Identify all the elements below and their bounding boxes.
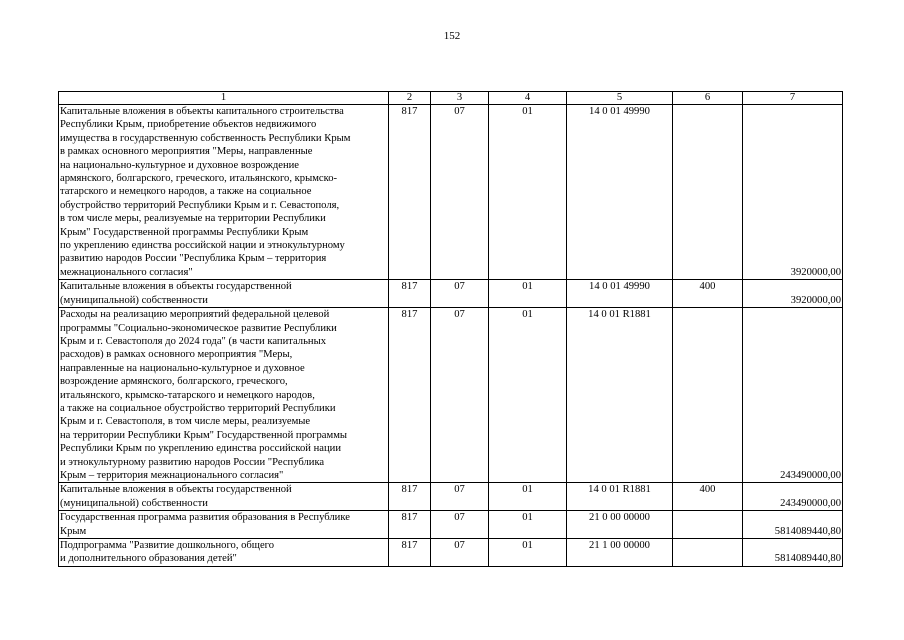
row-section-code: 07: [431, 105, 489, 280]
row-amount: 3920000,00: [743, 280, 843, 308]
row-name-cell: [59, 308, 389, 483]
row-section-code: 07: [431, 483, 489, 511]
row-section-code: 07: [431, 539, 489, 567]
row-expense-type: [673, 539, 743, 567]
row-admin-code: 817: [389, 511, 431, 539]
row-amount: 3920000,00: [743, 105, 843, 280]
row-admin-code: 817: [389, 105, 431, 280]
header-cell: 4: [489, 92, 567, 105]
row-subsection-code: 01: [489, 483, 567, 511]
table-row: [59, 105, 843, 280]
row-amount: 5814089440,80: [743, 539, 843, 567]
row-name: Расходы на реализацию мероприятий федеральной целевой программы "Социально-экономическое развитие Республики Крым и г. Севастополя до 2024 года" (в части капитальных расходов) в рамках основного мероприятия "Меры, направленные на национально-культурное и духовное возрождение армянского, болгарского, греческого, итальянского, крымско-татарского и немецкого народов, а также на социальное обустройство территорий Республики Крым и г. Севастополя, в том числе меры, реализуемые на территории Республики Крым" Государственной программы Республики Крым по укреплению единства российской нации и этнокультурному развитию народов России "Республика Крым – территория межнационального согласия": [60, 309, 348, 481]
header-cell: 3: [431, 92, 489, 105]
row-section-code: 07: [431, 280, 489, 308]
row-admin-code: 817: [389, 539, 431, 567]
page-number: 152: [443, 30, 461, 42]
row-name: Капитальные вложения в объекты государственной (муниципальной) собственности: [60, 484, 292, 509]
row-name-cell: [59, 539, 389, 567]
row-subsection-code: 01: [489, 308, 567, 483]
row-target-code: 14 0 01 49990: [567, 105, 673, 280]
row-expense-type: 400: [673, 483, 743, 511]
header-cell: 2: [389, 92, 431, 105]
row-target-code: 14 0 01 R1881: [567, 483, 673, 511]
header-cell: 5: [567, 92, 673, 105]
table-row: [59, 511, 843, 539]
row-amount: 5814089440,80: [743, 511, 843, 539]
table-row: [59, 308, 843, 483]
row-subsection-code: 01: [489, 105, 567, 280]
table-row: [59, 483, 843, 511]
row-name: Подпрограмма "Развитие дошкольного, общего и дополнительного образования детей": [60, 540, 275, 565]
row-admin-code: 817: [389, 308, 431, 483]
row-subsection-code: 01: [489, 539, 567, 567]
budget-table: [58, 91, 843, 567]
row-target-code: 21 1 00 00000: [567, 539, 673, 567]
header-cell: 7: [743, 92, 843, 105]
row-expense-type: [673, 105, 743, 280]
row-name: Капитальные вложения в объекты государственной (муниципальной) собственности: [60, 281, 292, 306]
row-name: Капитальные вложения в объекты капитального строительства Республики Крым, приобретение объектов недвижимого имущества в государственную собственность Республики Крым в рамках основного мероприятия "Меры, направленные на национально-культурное и духовное возрождение армянского, болгарского, греческого, итальянского, крымско- татарского и немецкого народов, а также на социальное обустройство территорий Республики Крым и г. Севастополя, в том числе меры, реализуемые на территории Республики Крым" Государственной программы Республики Крым по укреплению единства российской нации и этнокультурному развитию народов России "Республика Крым – территория межнационального согласия": [60, 106, 351, 278]
row-subsection-code: 01: [489, 280, 567, 308]
row-section-code: 07: [431, 308, 489, 483]
row-section-code: 07: [431, 511, 489, 539]
row-amount: 243490000,00: [743, 483, 843, 511]
row-target-code: 14 0 01 R1881: [567, 308, 673, 483]
row-expense-type: [673, 511, 743, 539]
row-admin-code: 817: [389, 483, 431, 511]
row-subsection-code: 01: [489, 511, 567, 539]
row-name-cell: [59, 511, 389, 539]
row-name: Государственная программа развития образования в Республике Крым: [60, 512, 350, 537]
table-row: [59, 539, 843, 567]
row-expense-type: [673, 308, 743, 483]
table-header-row: [59, 92, 843, 105]
header-cell: 6: [673, 92, 743, 105]
row-expense-type: 400: [673, 280, 743, 308]
row-name-cell: [59, 280, 389, 308]
header-cell: 1: [59, 92, 389, 105]
table-row: [59, 280, 843, 308]
row-target-code: 14 0 01 49990: [567, 280, 673, 308]
row-name-cell: [59, 483, 389, 511]
row-amount: 243490000,00: [743, 308, 843, 483]
row-admin-code: 817: [389, 280, 431, 308]
row-name-cell: [59, 105, 389, 280]
row-target-code: 21 0 00 00000: [567, 511, 673, 539]
